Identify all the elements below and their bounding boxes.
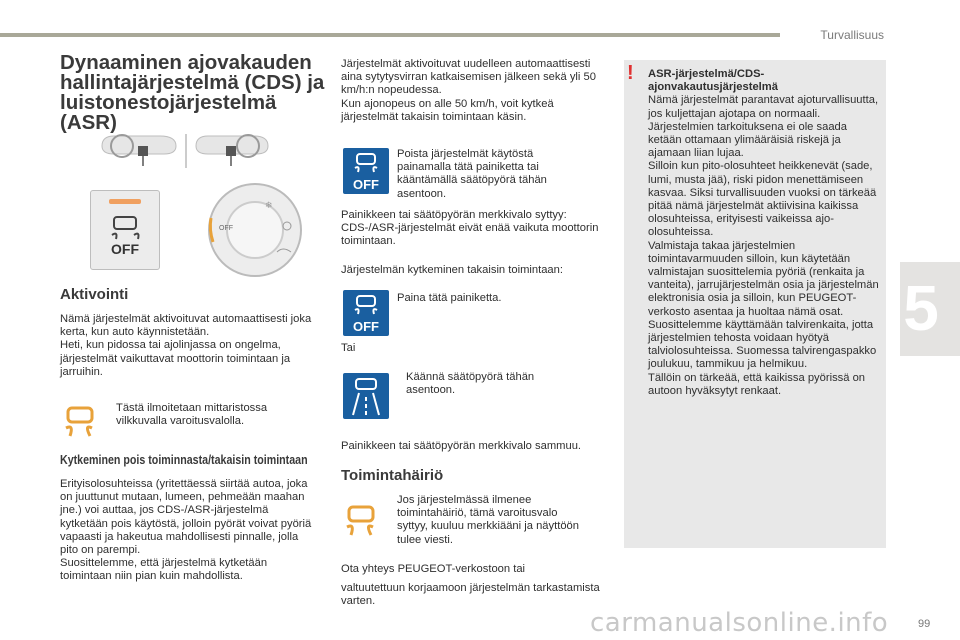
svg-text:❄: ❄ — [265, 200, 273, 210]
middle-p3: Painikkeen tai säätöpyörän merkkivalo syttyy: CDS-/ASR-järjestelmät eivät enää vaikuta moottorin toimintaan. — [341, 209, 599, 248]
kytkeminen-text — [60, 478, 318, 584]
press-text: Paina tätä painiketta. — [397, 292, 502, 304]
info-p3: Valmistaja takaa järjestelmien toimintavarmuuden silloin, kun käytetään valmistajan suosittelemia pyöriä (renkaita ja vanteita), jarrujärjestelmän osia ja järjestelmän elektronisia osia ja silloin, kun PEUGEOT-verkosto asentaa ja huoltaa nämä osat. — [648, 239, 879, 318]
aktivointi-p2: Heti, kun pidossa tai ajolinjassa on ongelma, järjestelmät vaikuttavat moottorin toimintaan ja jarruihin. — [60, 339, 291, 378]
kytkeminen-heading: Kytkeminen pois toiminnasta/takaisin toimintaan — [60, 452, 308, 467]
svg-text:OFF: OFF — [219, 225, 233, 232]
section-label: Turvallisuus — [820, 28, 884, 42]
skid-warning-icon — [62, 404, 98, 440]
middle-p1: Järjestelmät aktivoituvat uudelleen automaattisesti aina sytytysvirran katkaisemisen jälkeen sekä yli 50 km/h:n nopeudessa. — [341, 58, 596, 97]
middle-p5: Painikkeen tai säätöpyörän merkkivalo sammuu. — [341, 440, 582, 452]
off-icon-2 — [343, 290, 389, 336]
info-p2: Silloin kun pito-olosuhteet heikkenevät (sade, lumi, musta jää), riski pidon menettämiseen kasvaa. Siksi turvallisuuden vuoksi on tärkeää pitää nämä järjestelmät aktiivisina kaikissa olosuhteissa, erityisesti vaikeissa ajo-olosuhteissa. — [648, 160, 877, 239]
turn-text: Käännä säätöpyörä tähän asentoon. — [406, 371, 535, 397]
exclamation-icon: ! — [627, 62, 634, 84]
middle-p7: valtuutettuun korjaamoon järjestelmän tarkastamista varten. — [341, 582, 600, 608]
aktivointi-heading: Aktivointi — [60, 286, 129, 303]
kytkeminen-p2: Suosittelemme, että järjestelmä kytketään toimintaan niin pian kuin mahdollista. — [60, 557, 268, 583]
chapter-number: 5 — [903, 272, 939, 344]
off-icon-1-label: OFF — [353, 177, 379, 192]
fault-text: Jos järjestelmässä ilmenee toimintahäiriö, tämä varoitusvalo syttyy, kuuluu merkkiääni ja näyttöön tulee viesti. — [397, 494, 579, 546]
reactivation-text — [341, 58, 601, 124]
middle-p6: Ota yhteys PEUGEOT-verkostoon tai — [341, 563, 526, 575]
middle-p2: Kun ajonopeus on alle 50 km/h, voit kytkeä järjestelmät takaisin toimintaan käsin. — [341, 97, 554, 123]
off-icon-2-label: OFF — [353, 319, 379, 334]
fault-heading: Toimintahäiriö — [341, 467, 444, 484]
drive-mode-dial — [205, 180, 305, 280]
page-number: 99 — [918, 618, 931, 630]
warning-lamp-text: Tästä ilmoitetaan mittaristossa vilkkuvalla varoitusvalolla. — [116, 402, 268, 428]
kytkeminen-p1: Erityisolosuhteissa (yritettäessä siirtää autoa, joka on juuttunut mutaan, lumeen, pehmeään maahan jne.) voi auttaa, jos CDS-/ASR-järjestelmä kytketään pois käytöstä, jolloin pyörät voivat pyöriä vapaasti ja hakeutua mahdollisesti pinnalle, jolla pito on parempi. — [60, 478, 312, 557]
road-icon — [343, 373, 389, 419]
info-p5: Tällöin on tärkeää, että kaikissa pyörissä on autoon hyväksytyt renkaat. — [648, 371, 866, 397]
skid-car-icon — [108, 213, 142, 241]
info-p1: Nämä järjestelmät parantavat ajoturvallisuutta, jos kuljettajan ajotapa on normaali. Järjestelmien tarkoituksena ei ole saada ketään ottamaan ylimääräisiä riskejä ja ajamaan liian lujaa. — [648, 94, 879, 160]
aktivointi-p1: Nämä järjestelmät aktivoituvat automaattisesti joka kerta, kun auto käynnistetään. — [60, 313, 312, 339]
info-heading: ASR-järjestelmä/CDS-ajonvakautusjärjestelmä — [648, 68, 778, 94]
off-label: OFF — [111, 241, 139, 257]
middle-p4: Järjestelmän kytkeminen takaisin toimintaan: — [341, 264, 563, 276]
off-icon-1 — [343, 148, 389, 194]
aktivointi-text — [60, 313, 315, 379]
info-box-text — [648, 68, 880, 398]
watermark: carmanualsonline.info — [590, 608, 889, 638]
off-button-illustration — [90, 190, 160, 270]
indicator-led — [109, 199, 141, 204]
header-rule — [0, 33, 780, 37]
off-text: Poista järjestelmät käytöstä painamalla tätä painiketta tai kääntämällä säätöpyörä tähän asentoon. — [397, 148, 547, 200]
fault-warning-icon — [343, 503, 379, 539]
dashboard-location-diagram — [100, 132, 270, 170]
info-p4: Suosittelemme käyttämään talvirenkaita, jotta järjestelmien tehosta voidaan hyötyä talviolosuhteissa. Suomessa talvirengaspakko joulukuu, tammikuu ja helmikuu. — [648, 318, 877, 371]
tai-text: Tai — [341, 342, 356, 354]
page-title: Dynaaminen ajovakauden hallintajärjestelmä (CDS) ja luistonestojärjestelmä (ASR) — [60, 51, 325, 134]
